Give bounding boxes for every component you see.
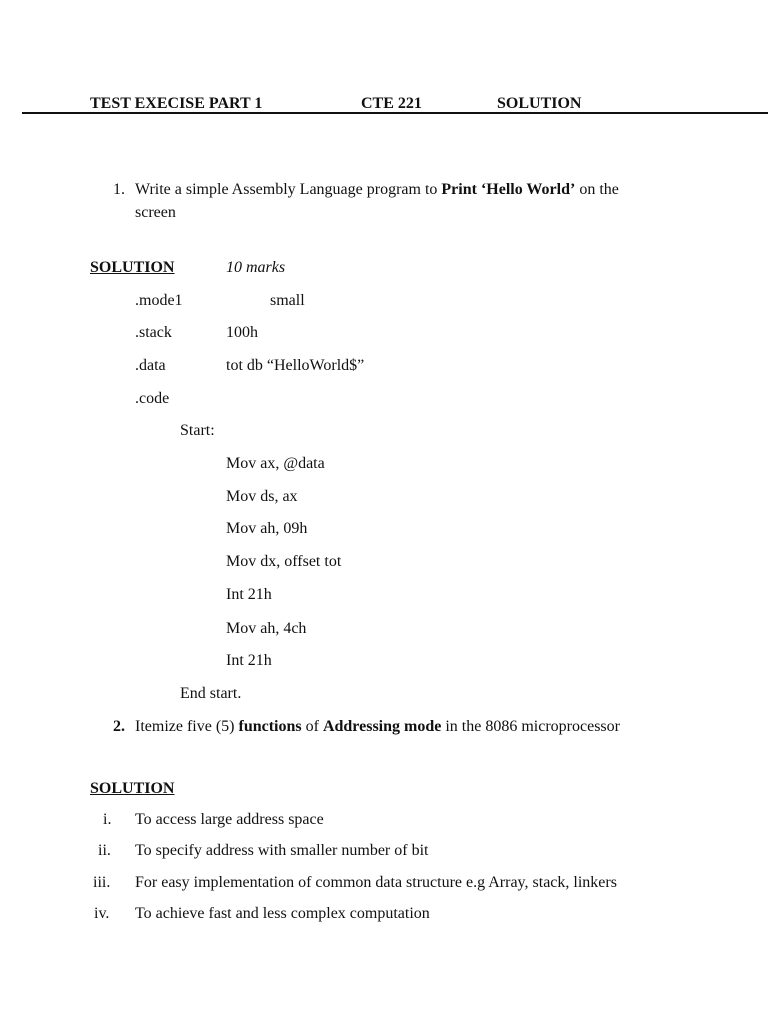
question-2-emphasis-functions: functions xyxy=(238,718,302,735)
question-2-number: 2. xyxy=(113,718,125,735)
question-1-emphasis: Print ‘Hello World’ xyxy=(441,181,576,198)
code-instruction: Mov ax, @data xyxy=(226,455,325,472)
question-2-text-c: of xyxy=(301,718,323,735)
directive-name: .mode1 xyxy=(135,292,183,309)
question-2-text-a: Itemize five (5) xyxy=(135,718,239,735)
code-instruction: Int 21h xyxy=(226,586,272,603)
solution-1-heading: SOLUTION xyxy=(90,259,175,276)
code-instruction: Int 21h xyxy=(226,652,272,669)
directive-name: .data xyxy=(135,357,166,374)
list-item: For easy implementation of common data structure e.g Array, stack, linkers xyxy=(135,874,617,891)
end-label: End start. xyxy=(180,685,242,702)
question-1-text-line2: screen xyxy=(135,204,176,221)
list-item-number: ii. xyxy=(98,842,111,859)
directive-name: .stack xyxy=(135,324,172,341)
list-item-number: iv. xyxy=(94,905,110,922)
list-item-number: iii. xyxy=(93,874,111,891)
code-instruction: Mov ah, 09h xyxy=(226,520,308,537)
directive-value: small xyxy=(270,292,305,309)
question-2-emphasis-addressing: Addressing mode xyxy=(322,718,442,735)
list-item: To specify address with smaller number of bit xyxy=(135,842,429,859)
solution-2-heading: SOLUTION xyxy=(90,780,175,797)
question-2-text-e: in the 8086 microprocessor xyxy=(441,718,620,735)
question-1-text-b: on the xyxy=(575,181,619,198)
code-instruction: Mov ah, 4ch xyxy=(226,620,307,637)
list-item: To access large address space xyxy=(135,811,324,828)
question-1-number: 1. xyxy=(113,181,125,198)
solution-1-marks: 10 marks xyxy=(226,259,286,276)
header-rule xyxy=(22,112,768,114)
question-1-text xyxy=(135,180,619,199)
directive-name: .code xyxy=(135,390,170,407)
code-instruction: Mov dx, offset tot xyxy=(226,553,342,570)
question-1-text-a: Write a simple Assembly Language program to xyxy=(135,181,442,198)
header-solution-label: SOLUTION xyxy=(497,95,582,112)
start-label: Start: xyxy=(180,422,215,439)
list-item-number: i. xyxy=(103,811,112,828)
course-code: CTE 221 xyxy=(361,95,422,112)
exercise-title: TEST EXECISE PART 1 xyxy=(90,95,263,112)
question-2-text xyxy=(135,717,620,736)
code-instruction: Mov ds, ax xyxy=(226,488,298,505)
directive-value: 100h xyxy=(226,324,258,341)
list-item: To achieve fast and less complex computation xyxy=(135,905,430,922)
directive-value: tot db “HelloWorld$” xyxy=(226,357,365,374)
